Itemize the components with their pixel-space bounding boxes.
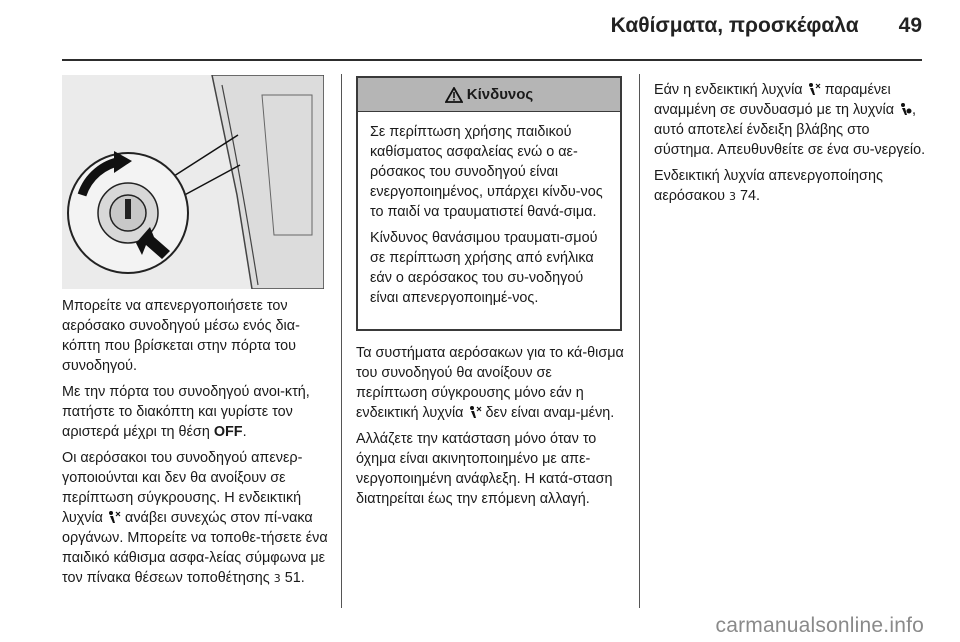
paragraph bbox=[62, 382, 334, 442]
text-run: , αυτό αποτελεί ένδειξη βλάβης στο σύστημα. Απευθυνθείτε σε ένα συ-νεργείο. bbox=[654, 102, 926, 158]
text-run: Τα συστήματα αερόσακων για το κά-θισμα του συνοδηγού θα ανοίξουν σε περίπτωση σύγκρουσης μόνο εάν η ενδεικτική λυχνία bbox=[356, 345, 624, 421]
column-3 bbox=[654, 80, 926, 213]
warning-body bbox=[358, 112, 620, 308]
text-run: . bbox=[242, 424, 247, 440]
column-1 bbox=[62, 296, 334, 595]
page-title: Καθίσματα, προσκέφαλα bbox=[610, 14, 859, 37]
door-switch-icon bbox=[62, 75, 324, 289]
text-run: δεν είναι αναμ-μένη. bbox=[481, 405, 615, 421]
paragraph bbox=[654, 166, 926, 207]
page-header bbox=[611, 14, 922, 44]
text-run: 74. bbox=[736, 188, 761, 204]
text-run: Οι αερόσακοι του συνοδηγού απενερ-γοποιούνται και δεν θα ανοίξουν σε περίπτωση σύγκρουσης. Η ενδεικτική λυχνία bbox=[62, 450, 303, 526]
reference-arrow-icon[interactable]: 3 bbox=[729, 190, 737, 203]
header-rule bbox=[62, 59, 922, 61]
paragraph: Σε περίπτωση χρήσης παιδικού καθίσματος ασφαλείας ενώ ο αε-ρόσακος του συνοδηγού είναι ενεργοποιημένος, υπάρχει κίνδυ-νος το παιδί να τραυματιστεί θανά-σιμα. bbox=[370, 124, 603, 220]
text-run: 51. bbox=[280, 570, 305, 586]
text-run: Ενδεικτική λυχνία απενεργοποίησης αερόσακου bbox=[654, 168, 883, 204]
paragraph: Αλλάζετε την κατάσταση μόνο όταν το όχημα είναι ακινητοποιημένο με απε-νεργοποιημένη ανάφλεξη. Η κατά-σταση διατηρείται έως την επόμενη αλλαγή. bbox=[356, 431, 613, 507]
text-run: Εάν η ενδεικτική λυχνία bbox=[654, 82, 807, 98]
airbag-switch-illustration bbox=[62, 75, 324, 289]
column-2 bbox=[356, 343, 626, 515]
text-run: παραμένει αναμμένη σε συνδυασμό με τη λυχνία bbox=[654, 82, 899, 118]
text-run: ανάβει συνεχώς στον πί-νακα οργάνων. Μπορείτε να τοποθε-τήσετε ένα παιδικό κάθισμα ασφα-λείας σύμφωνα με τον πίνακα θέσεων τοποθέτησης bbox=[62, 510, 328, 586]
paragraph bbox=[62, 448, 334, 589]
page-number: 49 bbox=[898, 14, 922, 37]
paragraph: Μπορείτε να απενεργοποιήσετε τον αερόσακο συνοδηγού μέσω ενός δια-κόπτη που βρίσκεται στην πόρτα του συνοδηγού. bbox=[62, 298, 300, 374]
text-run: Με την πόρτα του συνοδηγού ανοι-κτή, πατήστε το διακόπτη και γυρίστε τον αριστερά μέχρι τη θέση bbox=[62, 384, 310, 440]
reference-arrow-icon[interactable]: 3 bbox=[273, 572, 281, 585]
danger-warning-box bbox=[356, 76, 622, 331]
airbag-off-indicator-icon bbox=[468, 405, 482, 419]
off-keyword: OFF bbox=[213, 424, 243, 440]
airbag-off-indicator-icon bbox=[107, 510, 121, 524]
paragraph bbox=[654, 80, 926, 160]
airbag-warning-indicator-icon bbox=[898, 102, 912, 116]
warning-header bbox=[358, 78, 620, 112]
paragraph: Κίνδυνος θανάσιμου τραυματι-σμού σε περίπτωση χρήσης από ενήλικα εάν ο αερόσακος του συ-νοδηγού είναι απενεργοποιημέ-νος. bbox=[370, 230, 598, 306]
column-divider-2 bbox=[639, 74, 640, 608]
watermark: carmanualsonline.info bbox=[715, 614, 924, 637]
warning-triangle-icon bbox=[445, 87, 463, 103]
airbag-off-indicator-icon bbox=[807, 82, 821, 96]
warning-title: Κίνδυνος bbox=[466, 86, 534, 103]
column-divider-1 bbox=[341, 74, 342, 608]
paragraph bbox=[356, 343, 626, 423]
